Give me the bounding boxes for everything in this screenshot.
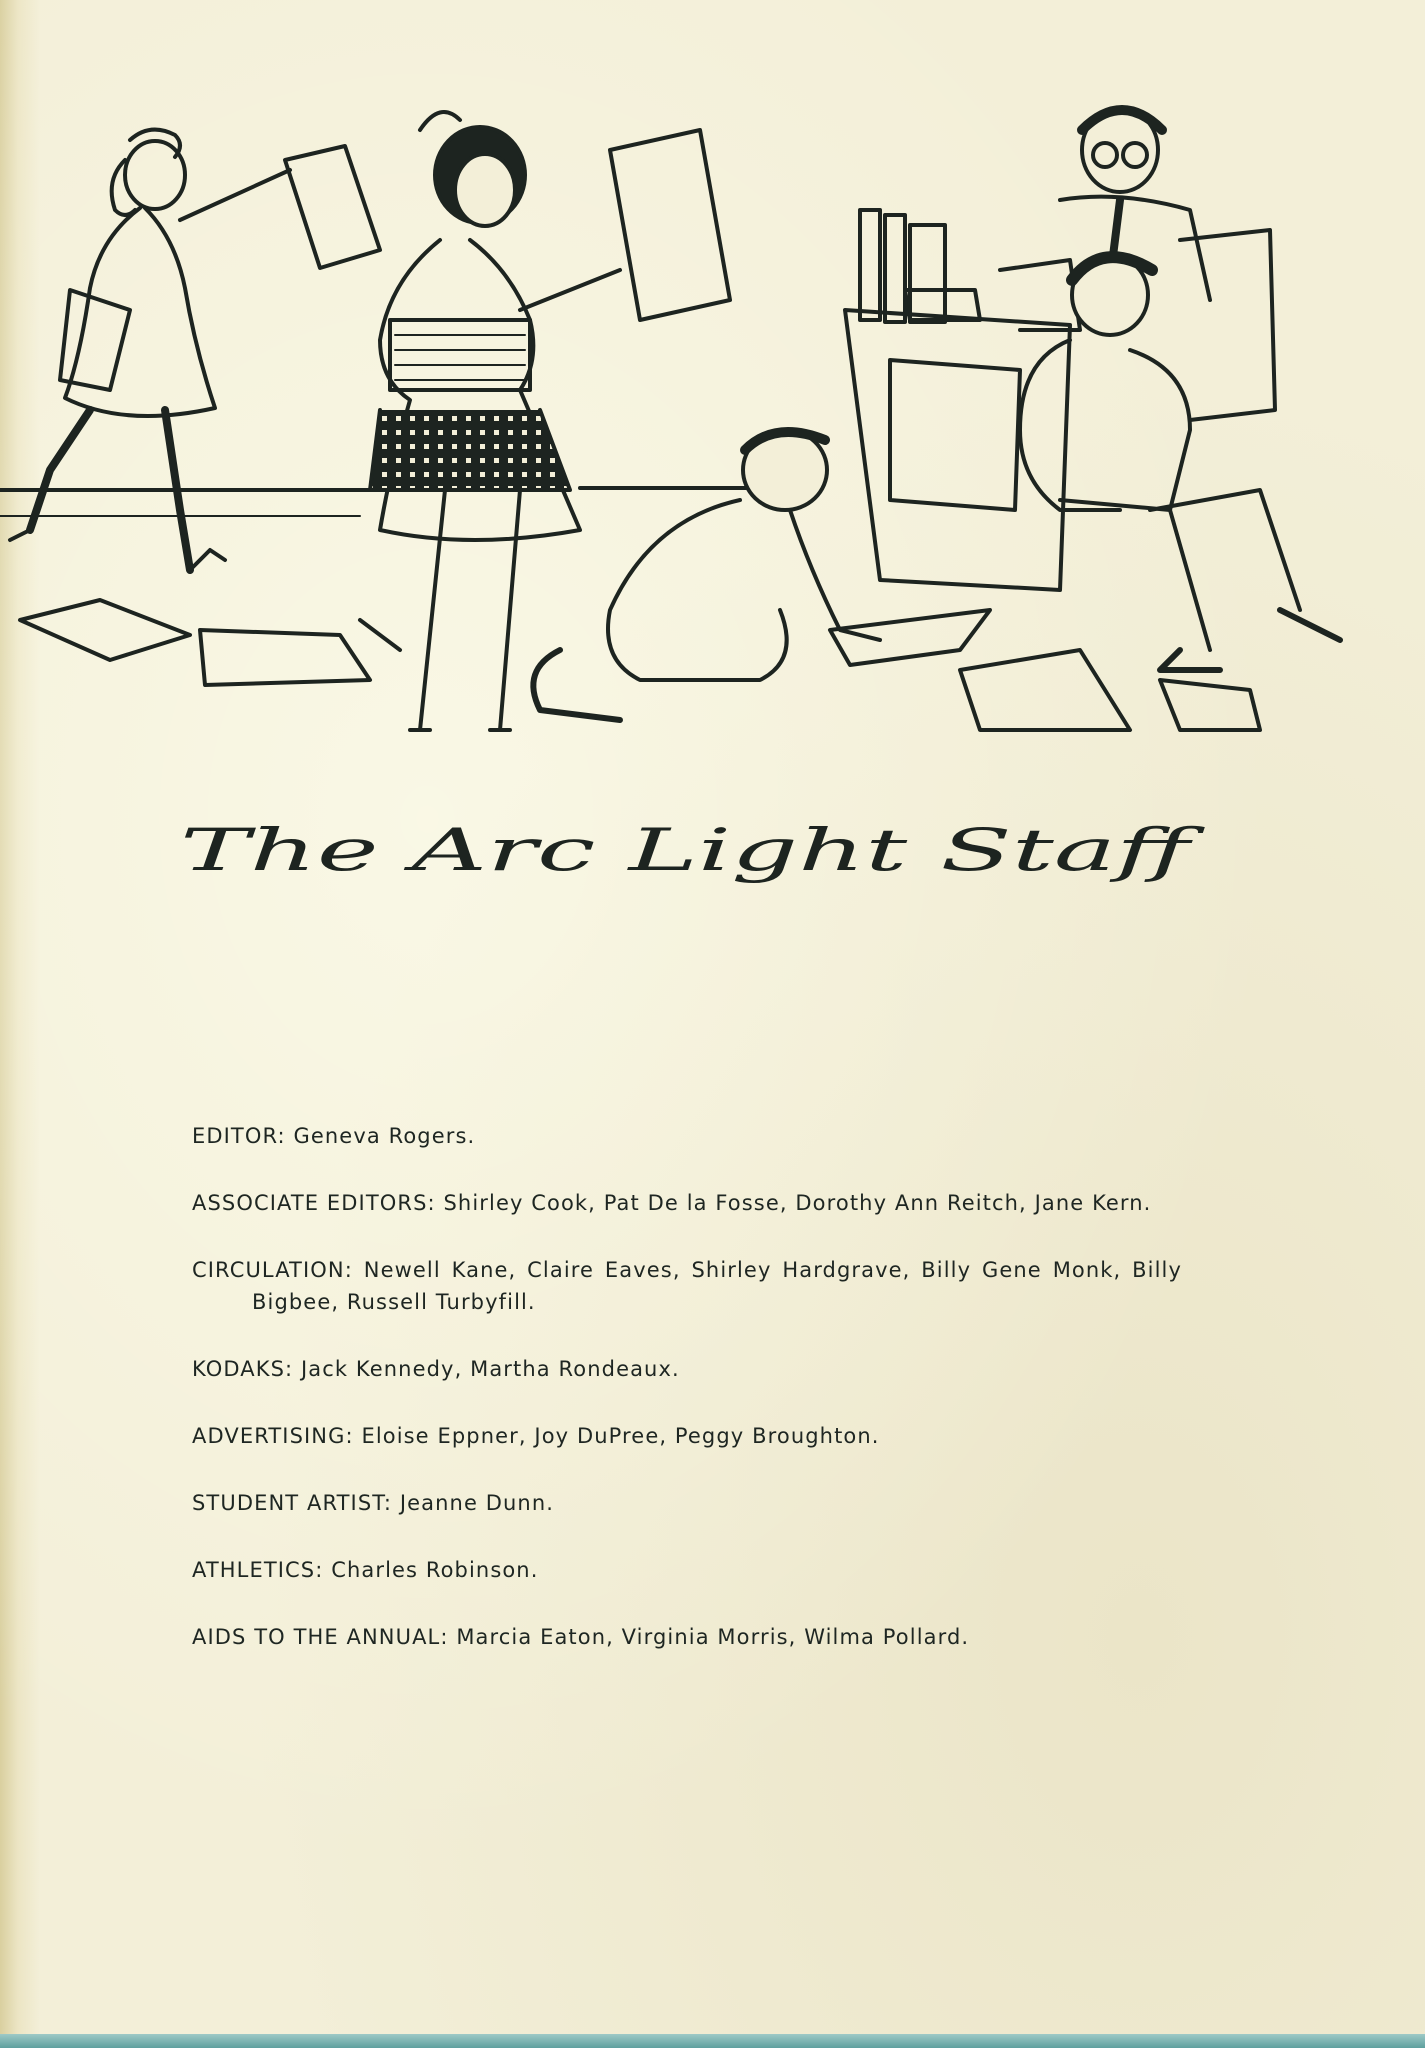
staff-entry-associate-editors [192, 1187, 1182, 1219]
staff-entry-circulation [192, 1254, 1182, 1318]
staff-entry-student-artist [192, 1487, 1182, 1519]
staff-names: Shirley Cook, Pat De la Fosse, Dorothy Ann Reitch, Jane Kern. [443, 1191, 1152, 1215]
staff-role: STUDENT ARTIST: [192, 1491, 393, 1515]
staff-entry-advertising [192, 1420, 1182, 1452]
staff-entry-kodaks [192, 1353, 1182, 1385]
staff-names: Marcia Eaton, Virginia Morris, Wilma Pollard. [456, 1625, 970, 1649]
girl-with-books-figure [370, 112, 730, 730]
staff-names: Eloise Eppner, Joy DuPree, Peggy Broughton. [361, 1424, 880, 1448]
page-title-container [0, 760, 1425, 980]
staff-role: KODAKS: [192, 1357, 294, 1381]
kneeling-boy-figure [533, 430, 990, 720]
staff-entry-athletics [192, 1554, 1182, 1586]
staff-names: Jeanne Dunn. [399, 1491, 555, 1515]
papers-on-floor-left [20, 600, 400, 685]
staff-role: ASSOCIATE EDITORS: [192, 1191, 436, 1215]
staff-list [192, 1120, 1182, 1688]
staff-entry-aids-to-the-annual [192, 1621, 1182, 1653]
page-title-lettering [0, 760, 1425, 980]
staff-names: Geneva Rogers. [293, 1124, 476, 1148]
page-title: The Arc Light Staff [180, 816, 1207, 884]
staff-illustration [0, 90, 1425, 760]
running-girl-figure [10, 130, 380, 570]
staff-names: Newell Kane, Claire Eaves, Shirley Hardgrave, Billy Gene Monk, Billy Bigbee, Russell Turbyfill. [252, 1258, 1183, 1314]
staff-role: ADVERTISING: [192, 1424, 354, 1448]
staff-role: ATHLETICS: [192, 1558, 324, 1582]
staff-role: EDITOR: [192, 1124, 286, 1148]
desk-with-books [845, 210, 1080, 590]
staff-names: Charles Robinson. [331, 1558, 539, 1582]
staff-names: Jack Kennedy, Martha Rondeaux. [300, 1357, 680, 1381]
page-bottom-edge [0, 2034, 1425, 2048]
staff-entry-editor [192, 1120, 1182, 1152]
staff-role: AIDS TO THE ANNUAL: [192, 1625, 449, 1649]
staff-role: CIRCULATION: [192, 1258, 353, 1282]
